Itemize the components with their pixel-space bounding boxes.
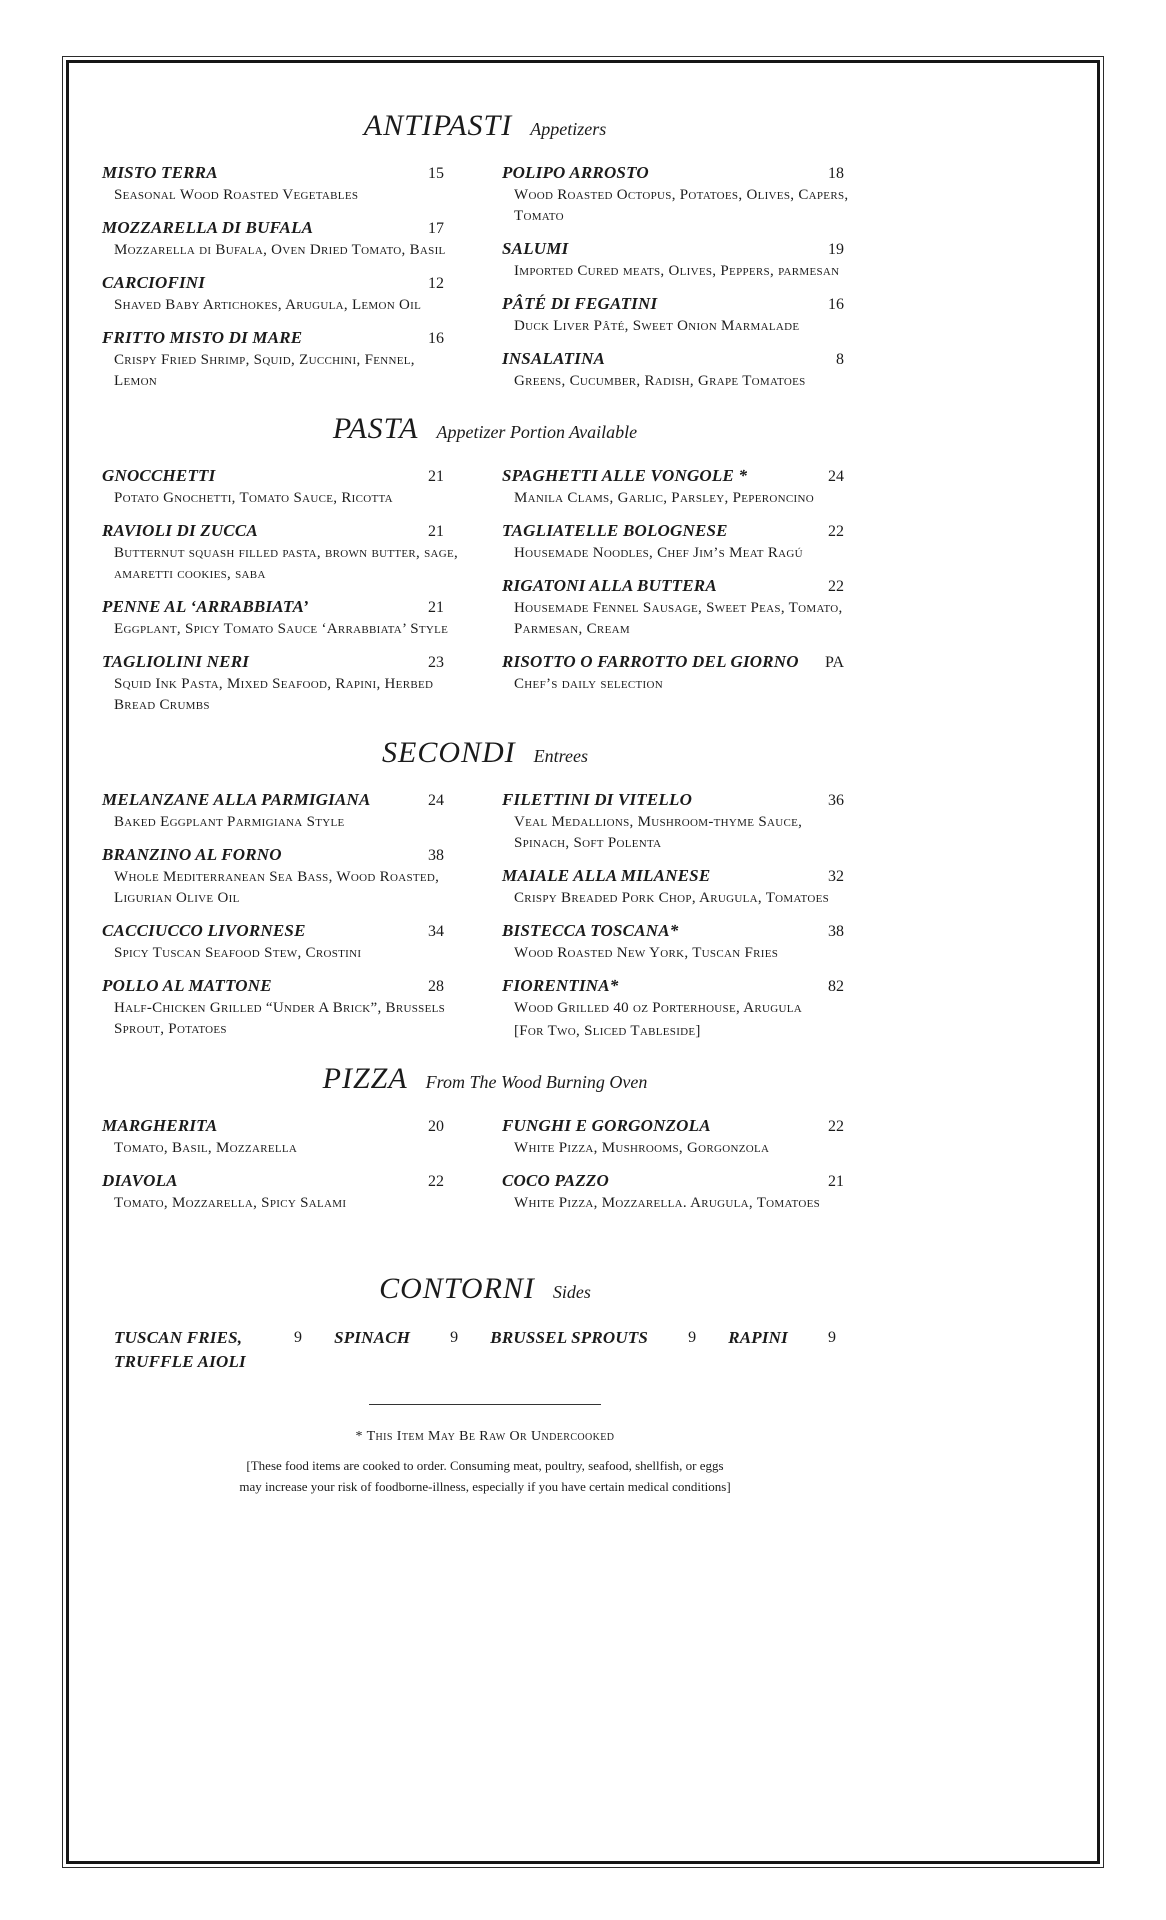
item-name: SPINACH <box>334 1328 411 1347</box>
menu-item <box>102 163 467 206</box>
side-item <box>334 1326 458 1350</box>
menu-column-right <box>502 790 867 1054</box>
menu-item <box>102 597 467 640</box>
menu-item-row <box>102 790 444 810</box>
item-description: Crispy Fried Shrimp, Squid, Zucchini, Fennel, Lemon <box>114 352 415 389</box>
item-description: Potato Gnochetti, Tomato Sauce, Ricotta <box>114 490 393 506</box>
item-price: 12 <box>428 275 444 292</box>
item-name: BRANZINO AL FORNO <box>102 845 282 864</box>
item-price: 32 <box>828 868 844 885</box>
item-price: 21 <box>428 468 444 485</box>
item-name: FIORENTINA* <box>502 976 619 995</box>
menu-item-row <box>502 163 844 183</box>
section-columns <box>102 790 868 1054</box>
menu-item-row <box>102 845 444 865</box>
section-columns <box>102 163 868 404</box>
menu-column-right <box>502 1116 867 1226</box>
menu-footer <box>102 1404 868 1497</box>
menu-item-row <box>502 1116 844 1136</box>
menu-item <box>102 273 467 316</box>
item-name: MELANZANE ALLA PARMIGIANA <box>102 790 371 809</box>
side-item <box>114 1326 302 1374</box>
menu-column-left <box>102 163 467 404</box>
menu-item-row <box>102 976 444 996</box>
item-name: FILETTINI DI VITELLO <box>502 790 693 809</box>
menu-item <box>102 1171 467 1214</box>
item-name: MISTO TERRA <box>102 163 218 182</box>
section-secondi <box>102 736 868 1054</box>
menu-column-right <box>502 466 867 707</box>
menu-column-left <box>102 790 467 1052</box>
section-subtitle: From The Wood Burning Oven <box>425 1072 648 1092</box>
section-header <box>102 109 868 143</box>
item-description: White Pizza, Mushrooms, Gorgonzola <box>514 1140 770 1156</box>
item-name: GNOCCHETTI <box>102 466 216 485</box>
menu-item-row <box>102 218 444 238</box>
item-price: 21 <box>828 1173 844 1190</box>
item-name: RAVIOLI DI ZUCCA <box>102 521 258 540</box>
item-description: Veal Medallions, Mushroom-thyme Sauce, Spinach, Soft Polenta <box>514 814 803 851</box>
menu-item-row <box>102 163 444 183</box>
section-title: SECONDI <box>382 736 516 769</box>
menu-item <box>502 921 867 964</box>
item-price: 23 <box>428 654 444 671</box>
item-name: INSALATINA <box>502 349 606 368</box>
section-columns <box>102 466 868 728</box>
item-name: SALUMI <box>502 239 569 258</box>
menu-item-row <box>102 652 444 672</box>
item-name: FRITTO MISTO DI MARE <box>102 328 303 347</box>
menu-column-left <box>102 1116 467 1226</box>
menu-item <box>502 294 867 337</box>
item-note: [For Two, Sliced Tableside] <box>514 1023 701 1039</box>
item-name: RAPINI <box>728 1328 788 1347</box>
item-description: Wood Roasted New York, Tuscan Fries <box>514 945 779 961</box>
item-name: FUNGHI E GORGONZOLA <box>502 1116 711 1135</box>
section-subtitle: Appetizers <box>530 119 607 139</box>
menu-column-left <box>102 466 467 728</box>
item-price: 22 <box>828 523 844 540</box>
menu-item <box>102 845 467 909</box>
menu-item-row <box>502 466 844 486</box>
item-description: Wood Grilled 40 oz Porterhouse, Arugula <box>514 1000 803 1016</box>
item-name: SPAGHETTI ALLE VONGOLE * <box>502 466 748 485</box>
menu-item-row <box>502 866 844 886</box>
item-name: MAIALE ALLA MILANESE <box>502 866 711 885</box>
raw-undercooked-footnote: * This Item May Be Raw Or Undercooked <box>355 1429 615 1444</box>
section-header <box>102 1272 868 1306</box>
menu-item-row <box>502 521 844 541</box>
menu-item <box>502 790 867 854</box>
item-price: 22 <box>828 1118 844 1135</box>
menu-item-row <box>502 652 844 672</box>
item-description: Housemade Fennel Sausage, Sweet Peas, Tomato, Parmesan, Cream <box>514 600 843 637</box>
menu-item <box>102 790 467 833</box>
item-description: Greens, Cucumber, Radish, Grape Tomatoes <box>514 373 806 389</box>
menu-item <box>502 239 867 282</box>
menu-item <box>502 976 867 1042</box>
item-description: Eggplant, Spicy Tomato Sauce ‘Arrabbiata’ Style <box>114 621 449 637</box>
menu-item <box>102 521 467 585</box>
section-antipasti <box>102 109 868 404</box>
menu-inner-frame <box>66 60 1100 1864</box>
item-price: 20 <box>428 1118 444 1135</box>
item-price: 16 <box>428 330 444 347</box>
section-title: ANTIPASTI <box>363 109 513 142</box>
item-price: 38 <box>828 923 844 940</box>
item-price: 17 <box>428 220 444 237</box>
item-price: 24 <box>828 468 844 485</box>
item-name: TAGLIOLINI NERI <box>102 652 250 671</box>
item-name: TUSCAN FRIES, TRUFFLE AIOLI <box>114 1328 246 1371</box>
item-description: Chef’s daily selection <box>514 676 663 692</box>
section-subtitle: Appetizer Portion Available <box>436 422 638 442</box>
menu-item <box>102 976 467 1040</box>
menu-item <box>502 163 867 227</box>
item-name: PÂTÉ DI FEGATINI <box>502 294 658 313</box>
menu-item-row <box>102 921 444 941</box>
item-price: 36 <box>828 792 844 809</box>
item-price: 21 <box>428 599 444 616</box>
menu-item <box>102 218 467 261</box>
menu-item-row <box>102 1116 444 1136</box>
item-name: CARCIOFINI <box>102 273 206 292</box>
menu-item <box>502 466 867 509</box>
menu-item-row <box>102 521 444 541</box>
item-price: 24 <box>428 792 444 809</box>
item-description: Seasonal Wood Roasted Vegetables <box>114 187 359 203</box>
item-name: RISOTTO O FARROTTO DEL GIORNO <box>502 652 799 671</box>
item-description: Crispy Breaded Pork Chop, Arugula, Tomatoes <box>514 890 830 906</box>
item-description: Baked Eggplant Parmigiana Style <box>114 814 345 830</box>
menu-item-row <box>502 1171 844 1191</box>
item-name: BRUSSEL SPROUTS <box>490 1328 649 1347</box>
item-price: 19 <box>828 241 844 258</box>
menu-item <box>502 576 867 640</box>
section-subtitle: Sides <box>552 1282 591 1302</box>
menu-item-row <box>502 239 844 259</box>
item-name: BISTECCA TOSCANA* <box>502 921 679 940</box>
item-name: POLLO AL MATTONE <box>102 976 272 995</box>
section-pasta <box>102 412 868 728</box>
item-description: Imported Cured meats, Olives, Peppers, parmesan <box>514 263 840 279</box>
menu-item-row <box>502 921 844 941</box>
item-price: 82 <box>828 978 844 995</box>
menu-item-row <box>502 349 844 369</box>
menu-item <box>102 921 467 964</box>
section-header <box>102 412 868 446</box>
item-name: MOZZARELLA DI BUFALA <box>102 218 314 237</box>
menu-column-right <box>502 163 867 404</box>
item-price: 9 <box>688 1329 697 1346</box>
item-price: 34 <box>428 923 444 940</box>
section-header <box>102 736 868 770</box>
item-price: 9 <box>294 1329 302 1346</box>
menu-item-row <box>102 1171 444 1191</box>
menu-item-row <box>502 790 844 810</box>
item-price: 9 <box>827 1329 836 1346</box>
item-price: 38 <box>428 847 444 864</box>
section-header <box>102 1062 868 1096</box>
sides-row <box>114 1326 836 1374</box>
item-description: Manila Clams, Garlic, Parsley, Peperoncino <box>514 490 814 506</box>
item-description: Tomato, Basil, Mozzarella <box>114 1140 298 1156</box>
item-name: DIAVOLA <box>102 1171 178 1190</box>
section-subtitle: Entrees <box>533 746 588 766</box>
item-name: PENNE AL ‘ARRABBIATA’ <box>102 597 309 616</box>
menu-item-row <box>502 294 844 314</box>
section-title: PASTA <box>332 412 419 445</box>
item-description: Housemade Noodles, Chef Jim’s Meat Ragú <box>514 545 803 561</box>
menu-item-row <box>502 976 844 996</box>
menu-item <box>502 1116 867 1159</box>
menu-item <box>102 466 467 509</box>
item-description: White Pizza, Mozzarella. Arugula, Tomatoes <box>514 1195 821 1211</box>
menu-item-row <box>102 597 444 617</box>
menu-sections <box>102 109 868 1374</box>
item-price: 28 <box>428 978 444 995</box>
item-description: Whole Mediterranean Sea Bass, Wood Roasted, Ligurian Olive Oil <box>114 869 440 906</box>
item-description: Duck Liver Pâté, Sweet Onion Marmalade <box>514 318 800 334</box>
section-contorni <box>102 1272 868 1374</box>
menu-item-row <box>102 273 444 293</box>
health-disclaimer <box>102 1455 868 1497</box>
section-title: PIZZA <box>322 1062 408 1095</box>
menu-item-row <box>102 466 444 486</box>
item-name: COCO PAZZO <box>502 1171 609 1190</box>
item-name: TAGLIATELLE BOLOGNESE <box>502 521 728 540</box>
section-pizza <box>102 1062 868 1226</box>
side-item <box>490 1326 696 1350</box>
item-description: Wood Roasted Octopus, Potatoes, Olives, Capers, Tomato <box>514 187 849 224</box>
item-name: MARGHERITA <box>102 1116 218 1135</box>
menu-item-row <box>102 328 444 348</box>
health-disclaimer-line-2: may increase your risk of foodborne-illness, especially if you have certain medical conditions] <box>239 1479 731 1494</box>
item-name: CACCIUCCO LIVORNESE <box>102 921 306 940</box>
item-price: PA <box>825 654 844 671</box>
item-price: 15 <box>428 165 444 182</box>
item-description: Tomato, Mozzarella, Spicy Salami <box>114 1195 347 1211</box>
item-description: Mozzarella di Bufala, Oven Dried Tomato, Basil <box>114 242 446 258</box>
menu-item <box>502 1171 867 1214</box>
menu-outer-frame <box>62 56 1104 1868</box>
item-description: Shaved Baby Artichokes, Arugula, Lemon Oil <box>114 297 422 313</box>
item-price: 18 <box>828 165 844 182</box>
menu-item <box>102 1116 467 1159</box>
side-item <box>728 1326 836 1350</box>
menu-item <box>102 328 467 392</box>
item-price: 8 <box>836 351 844 368</box>
menu-item <box>502 521 867 564</box>
item-description: Spicy Tuscan Seafood Stew, Crostini <box>114 945 362 961</box>
item-price: 22 <box>828 578 844 595</box>
item-description: Half-Chicken Grilled “Under A Brick”, Brussels Sprout, Potatoes <box>114 1000 446 1037</box>
item-price: 9 <box>450 1329 459 1346</box>
menu-content <box>102 109 868 1497</box>
item-description: Butternut squash filled pasta, brown butter, sage, amaretti cookies, saba <box>114 545 459 582</box>
menu-item <box>502 349 867 392</box>
menu-item <box>102 652 467 716</box>
menu-item <box>502 866 867 909</box>
item-name: POLIPO ARROSTO <box>502 163 649 182</box>
health-disclaimer-line-1: [These food items are cooked to order. Consuming meat, poultry, seafood, shellfish, or eggs <box>246 1458 724 1473</box>
item-name: RIGATONI ALLA BUTTERA <box>502 576 717 595</box>
item-price: 16 <box>828 296 844 313</box>
section-columns <box>102 1116 868 1226</box>
footer-divider-line <box>369 1404 601 1405</box>
item-price: 22 <box>428 1173 444 1190</box>
menu-item <box>502 652 867 695</box>
item-description: Squid Ink Pasta, Mixed Seafood, Rapini, Herbed Bread Crumbs <box>114 676 434 713</box>
section-title: CONTORNI <box>379 1272 535 1305</box>
item-price: 21 <box>428 523 444 540</box>
menu-item-row <box>502 576 844 596</box>
